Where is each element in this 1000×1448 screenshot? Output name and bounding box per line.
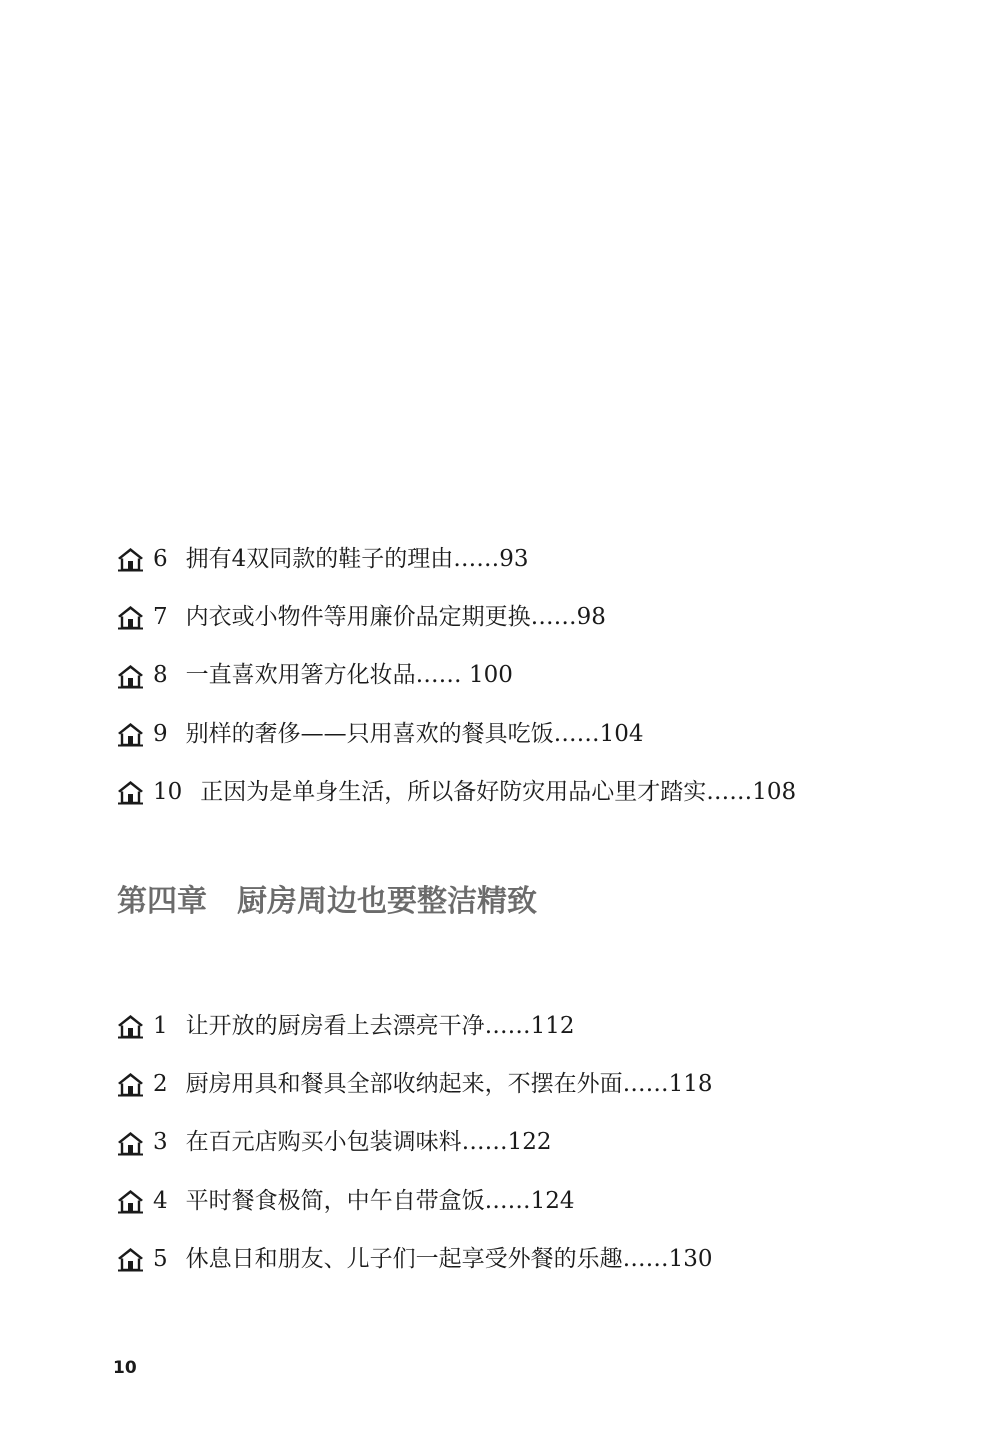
house-icon [116, 1246, 145, 1272]
toc-item[interactable] [116, 1114, 713, 1172]
item-page-number: 124 [530, 1187, 575, 1214]
item-number: 1 [153, 1012, 168, 1039]
item-title: 内衣或小物件等用廉价品定期更换…… [185, 603, 577, 630]
item-title: 厨房用具和餐具全部收纳起来，不摆在外面…… [185, 1070, 669, 1097]
item-title: 别样的奢侈——只用喜欢的餐具吃饭…… [185, 720, 600, 747]
toc-item[interactable] [116, 1055, 713, 1113]
item-page-number: 104 [599, 720, 644, 747]
house-icon [116, 1130, 145, 1156]
house-icon [116, 779, 145, 805]
chapter-title: 厨房周边也要整洁精致 [237, 884, 537, 919]
item-page-number: 122 [507, 1129, 552, 1156]
page-number: 10 [113, 1358, 137, 1378]
item-page-number: 98 [576, 603, 606, 630]
item-number: 6 [153, 545, 168, 572]
toc-item[interactable] [116, 588, 796, 646]
toc-item[interactable] [116, 1172, 713, 1230]
toc-item[interactable] [116, 530, 796, 588]
house-icon [116, 721, 145, 747]
item-page-number: 118 [668, 1070, 713, 1097]
toc-list-chapter-4 [116, 997, 713, 1288]
item-number: 2 [153, 1070, 168, 1097]
house-icon [116, 546, 145, 572]
item-title: 让开放的厨房看上去漂亮干净…… [185, 1012, 531, 1039]
item-number: 5 [153, 1245, 168, 1272]
item-number: 4 [153, 1187, 168, 1214]
item-page-number: 93 [499, 545, 529, 572]
item-title: 平时餐食极简，中午自带盒饭…… [185, 1187, 531, 1214]
item-number: 9 [153, 720, 168, 747]
house-icon [116, 1013, 145, 1039]
house-icon [116, 1188, 145, 1214]
toc-item[interactable] [116, 705, 796, 763]
toc-item[interactable] [116, 1230, 713, 1288]
item-title: 休息日和朋友、儿子们一起享受外餐的乐趣…… [185, 1245, 669, 1272]
item-title: 正因为是单身生活，所以备好防灾用品心里才踏实…… [200, 778, 753, 805]
item-title: 拥有4双同款的鞋子的理由…… [185, 545, 500, 572]
item-page-number: 108 [752, 778, 797, 805]
item-number: 10 [153, 778, 183, 805]
item-title: 在百元店购买小包装调味料…… [185, 1129, 508, 1156]
item-number: 8 [153, 662, 168, 689]
chapter-heading [117, 876, 537, 920]
house-icon [116, 1071, 145, 1097]
item-page-number: 100 [468, 662, 513, 689]
toc-item[interactable] [116, 997, 713, 1055]
item-page-number: 130 [668, 1245, 713, 1272]
toc-list-previous-chapter [116, 530, 796, 821]
chapter-number: 第四章 [117, 884, 207, 919]
item-number: 3 [153, 1129, 168, 1156]
item-page-number: 112 [530, 1012, 575, 1039]
item-title: 一直喜欢用箸方化妆品…… [185, 662, 469, 689]
toc-item[interactable] [116, 647, 796, 705]
item-number: 7 [153, 603, 168, 630]
house-icon [116, 604, 145, 630]
toc-item[interactable] [116, 763, 796, 821]
house-icon [116, 663, 145, 689]
